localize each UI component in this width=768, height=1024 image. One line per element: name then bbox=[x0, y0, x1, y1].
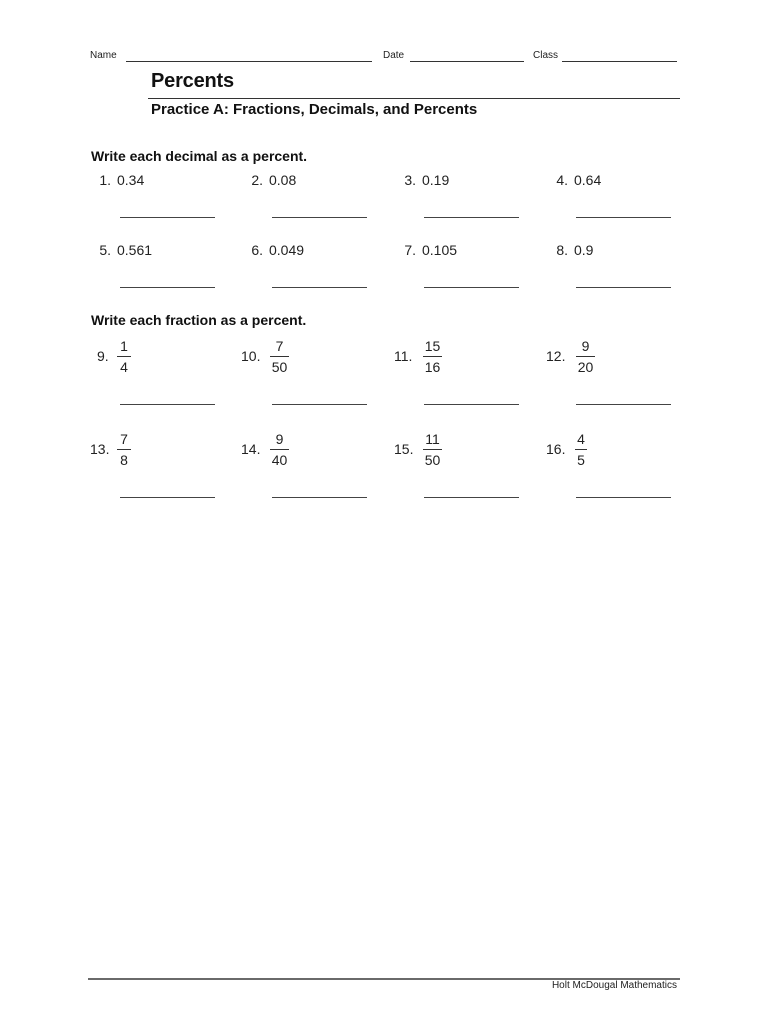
fraction bbox=[117, 431, 131, 468]
problem-number: 15. bbox=[394, 441, 414, 457]
answer-line-2[interactable] bbox=[272, 217, 367, 218]
section-heading-fractions: Write each fraction as a percent. bbox=[91, 312, 307, 328]
problem-number: 13. bbox=[90, 441, 110, 457]
fraction-bar bbox=[117, 356, 131, 357]
fraction-bar bbox=[423, 356, 442, 357]
numerator: 9 bbox=[581, 338, 590, 354]
answer-line-8[interactable] bbox=[576, 287, 671, 288]
problem-number: 6. bbox=[251, 242, 263, 258]
problem-value: 0.049 bbox=[269, 242, 305, 258]
problem-value: 0.34 bbox=[117, 172, 145, 188]
fraction bbox=[575, 431, 587, 468]
problem-number: 16. bbox=[546, 441, 566, 457]
problem-value: 0.9 bbox=[574, 242, 594, 258]
problem-6 bbox=[251, 242, 305, 258]
denominator: 40 bbox=[271, 452, 288, 468]
problem-value: 0.64 bbox=[574, 172, 602, 188]
answer-line-15[interactable] bbox=[424, 497, 519, 498]
problem-1 bbox=[99, 172, 145, 188]
answer-line-14[interactable] bbox=[272, 497, 367, 498]
denominator: 20 bbox=[577, 359, 594, 375]
problem-number: 5. bbox=[99, 242, 111, 258]
denominator: 8 bbox=[120, 452, 128, 468]
class-label: Class bbox=[533, 50, 559, 61]
answer-line-10[interactable] bbox=[272, 404, 367, 405]
fraction bbox=[117, 338, 131, 375]
answer-line-9[interactable] bbox=[120, 404, 215, 405]
problem-number: 3. bbox=[404, 172, 416, 188]
answer-line-7[interactable] bbox=[424, 287, 519, 288]
numerator: 15 bbox=[424, 338, 441, 354]
answer-line-5[interactable] bbox=[120, 287, 215, 288]
answer-line-3[interactable] bbox=[424, 217, 519, 218]
problem-number: 4. bbox=[556, 172, 568, 188]
fraction bbox=[270, 431, 289, 468]
numerator: 7 bbox=[120, 431, 128, 447]
answer-line-13[interactable] bbox=[120, 497, 215, 498]
fraction-bar bbox=[270, 449, 289, 450]
fraction bbox=[270, 338, 289, 375]
date-field[interactable] bbox=[410, 61, 524, 62]
answer-line-4[interactable] bbox=[576, 217, 671, 218]
problem-3 bbox=[404, 172, 450, 188]
publisher-credit: Holt McDougal Mathematics bbox=[551, 980, 677, 991]
denominator: 4 bbox=[120, 359, 128, 375]
problem-5 bbox=[99, 242, 153, 258]
fraction bbox=[423, 431, 442, 468]
problem-number: 7. bbox=[404, 242, 416, 258]
name-field[interactable] bbox=[126, 61, 372, 62]
problem-7 bbox=[404, 242, 458, 258]
problem-number: 10. bbox=[241, 348, 261, 364]
problem-number: 14. bbox=[241, 441, 261, 457]
numerator: 1 bbox=[120, 338, 128, 354]
problem-value: 0.105 bbox=[422, 242, 458, 258]
problem-value: 0.19 bbox=[422, 172, 450, 188]
class-field[interactable] bbox=[562, 61, 677, 62]
problem-value: 0.08 bbox=[269, 172, 297, 188]
problem-number: 11. bbox=[394, 348, 413, 364]
problem-4 bbox=[556, 172, 602, 188]
fraction-bar bbox=[576, 356, 595, 357]
answer-line-16[interactable] bbox=[576, 497, 671, 498]
answer-line-11[interactable] bbox=[424, 404, 519, 405]
problem-number: 2. bbox=[251, 172, 263, 188]
student-info-header bbox=[90, 50, 680, 64]
fraction-bar bbox=[575, 449, 587, 450]
fraction-bar bbox=[117, 449, 131, 450]
denominator: 50 bbox=[424, 452, 441, 468]
answer-line-12[interactable] bbox=[576, 404, 671, 405]
denominator: 16 bbox=[424, 359, 441, 375]
problem-8 bbox=[556, 242, 594, 258]
fraction bbox=[576, 338, 595, 375]
page-subtitle: Practice A: Fractions, Decimals, and Percents bbox=[151, 101, 478, 118]
fraction bbox=[423, 338, 442, 375]
section-heading-decimals: Write each decimal as a percent. bbox=[91, 148, 308, 164]
problem-number: 1. bbox=[99, 172, 111, 188]
numerator: 9 bbox=[275, 431, 284, 447]
numerator: 7 bbox=[275, 338, 284, 354]
fraction-bar bbox=[270, 356, 289, 357]
name-label: Name bbox=[90, 50, 117, 61]
numerator: 11 bbox=[425, 431, 440, 447]
problem-number: 12. bbox=[546, 348, 566, 364]
date-label: Date bbox=[383, 50, 405, 61]
title-divider bbox=[148, 98, 680, 99]
page-title: Percents bbox=[151, 70, 234, 92]
numerator: 4 bbox=[577, 431, 585, 447]
answer-line-6[interactable] bbox=[272, 287, 367, 288]
problem-2 bbox=[251, 172, 297, 188]
answer-line-1[interactable] bbox=[120, 217, 215, 218]
denominator: 50 bbox=[271, 359, 288, 375]
fraction-bar bbox=[423, 449, 442, 450]
denominator: 5 bbox=[577, 452, 585, 468]
problem-number: 8. bbox=[556, 242, 568, 258]
problem-number: 9. bbox=[97, 348, 109, 364]
problem-value: 0.561 bbox=[117, 242, 153, 258]
